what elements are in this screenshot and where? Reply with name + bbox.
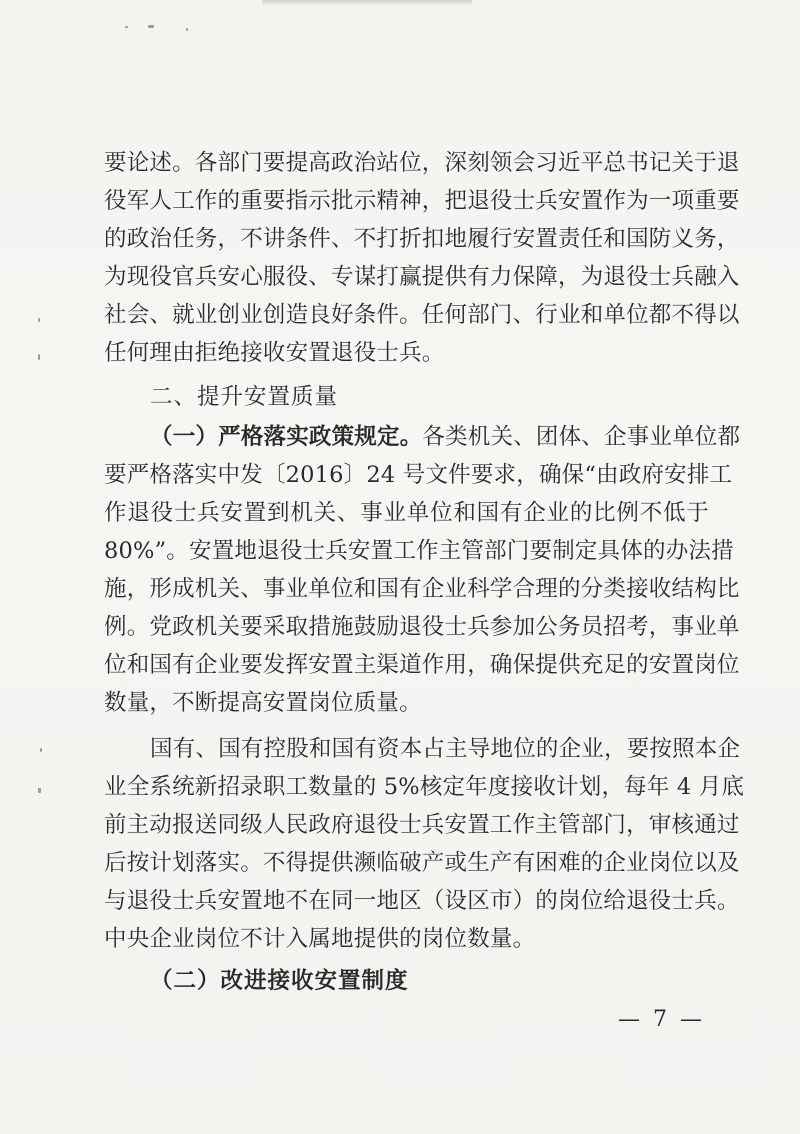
heading-text: 二、提升安置质量 xyxy=(150,384,339,410)
scan-artifact xyxy=(148,25,154,28)
text-line: 中央企业岗位不计入属地提供的岗位数量。 xyxy=(104,926,536,952)
scan-artifact xyxy=(262,0,472,6)
text-line: 施，形成机关、事业单位和国有企业科学合理的分类接收结构比 xyxy=(104,576,740,602)
text-line: 业全系统新招录职工数量的 5%核定年度接收计划，每年 4 月底 xyxy=(104,774,745,800)
text-line: 后按计划落实。不得提供濒临破产或生产有困难的企业岗位以及 xyxy=(104,850,740,876)
text-line: 役军人工作的重要指示批示精神，把退役士兵安置作为一项重要 xyxy=(104,188,740,214)
text-line: 任何理由拒绝接收安置退役士兵。 xyxy=(104,340,445,366)
text-line xyxy=(104,418,741,456)
subsection-heading xyxy=(104,962,709,1000)
scan-artifact xyxy=(38,788,41,793)
text-span: 各类机关、团体、企事业单位都 xyxy=(422,424,741,450)
text-line: 例。党政机关要采取措施鼓励退役士兵参加公务员招考，事业单 xyxy=(104,614,740,640)
section-heading xyxy=(104,378,709,416)
heading-text: （二）改进接收安置制度 xyxy=(150,968,409,994)
page-number: — 7 — xyxy=(618,1007,705,1032)
scan-artifact xyxy=(186,28,188,31)
text-line: 国有、国有控股和国有资本占主导地位的企业，要按照本企 xyxy=(150,736,741,762)
text-line: 社会、就业创业创造良好条件。任何部门、行业和单位都不得以 xyxy=(104,302,740,328)
text-line: 要论述。各部门要提高政治站位，深刻领会习近平总书记关于退 xyxy=(104,150,740,176)
paragraph-2 xyxy=(104,418,741,722)
paragraph-3 xyxy=(104,730,745,958)
scan-artifact xyxy=(40,748,42,752)
scan-artifact xyxy=(125,26,128,28)
text-line: 位和国有企业要发挥安置主渠道作用，确保提供充足的安置岗位 xyxy=(104,652,740,678)
text-line: 与退役士兵安置地不在同一地区（设区市）的岗位给退役士兵。 xyxy=(104,888,740,914)
scan-artifact xyxy=(38,318,40,322)
text-line: 作退役士兵安置到机关、事业单位和国有企业的比例不低于 xyxy=(104,500,709,526)
paragraph-1 xyxy=(104,144,740,372)
text-line: 为现役官兵安心服役、专谋打赢提供有力保障，为退役士兵融入 xyxy=(104,264,740,290)
text-line: 要严格落实中发〔2016〕24 号文件要求，确保“由政府安排工 xyxy=(104,462,733,488)
text-line: 的政治任务，不讲条件、不打折扣地履行安置责任和国防义务， xyxy=(104,226,740,252)
text-line: 数量，不断提高安置岗位质量。 xyxy=(104,690,422,716)
text-line: 80%”。安置地退役士兵安置工作主管部门要制定具体的办法措 xyxy=(104,538,734,564)
subheading-lead: （一）严格落实政策规定。 xyxy=(150,424,423,450)
text-line: 前主动报送同级人民政府退役士兵安置工作主管部门，审核通过 xyxy=(104,812,740,838)
scan-artifact xyxy=(38,354,40,360)
